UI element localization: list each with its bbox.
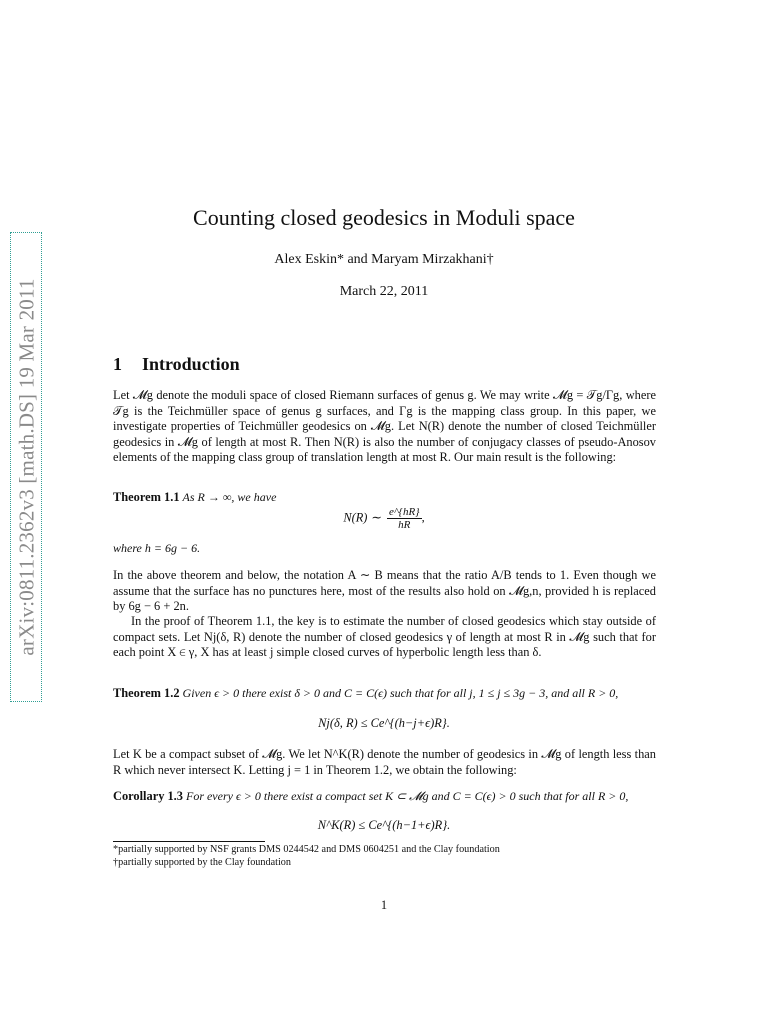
paragraph-3: In the proof of Theorem 1.1, the key is to estimate the number of closed geodesics which stay outside of compact sets. Let Nj(δ, R) denote the number of closed geodesics γ of length at most R in 𝓜g such that for each point X ∈ γ, X has at least j simple closed curves of hyperbolic length less than δ. <box>113 614 656 660</box>
page-number: 1 <box>380 898 388 912</box>
footnote-2: †partially supported by the Clay foundation <box>113 857 291 868</box>
section-number: 1 <box>113 354 122 374</box>
theorem-1-1 <box>113 490 656 506</box>
footnote-1: *partially supported by NSF grants DMS 0244542 and DMS 0604251 and the Clay foundation <box>113 844 500 855</box>
eq-numerator: e^{hR} <box>389 506 420 518</box>
arxiv-stamp-text: arXiv:0811.2362v3 [math.DS] 19 Mar 2011 <box>14 278 39 656</box>
corollary-1-3 <box>113 789 656 805</box>
theorem-1-1-where-text: where h = 6g − 6. <box>113 541 201 555</box>
paragraph-4: Let K be a compact subset of 𝓜g. We let N^K(R) denote the number of geodesics in 𝓜g of length less than R which never intersect K. Letting j = 1 in Theorem 1.2, we obtain the following: <box>113 747 656 777</box>
section-title: Introduction <box>142 354 240 374</box>
theorem-1-2 <box>113 686 656 702</box>
eq-denominator: hR <box>398 519 411 531</box>
corollary-1-3-label: Corollary 1.3 <box>113 789 183 803</box>
arxiv-stamp[interactable] <box>10 232 44 702</box>
paper-title: Counting closed geodesics in Moduli space <box>193 205 575 230</box>
theorem-1-1-where <box>113 541 656 557</box>
eq-fraction <box>387 506 422 531</box>
section-heading <box>113 354 240 375</box>
theorem-1-1-statement: As R → ∞, we have <box>182 490 277 504</box>
theorem-1-2-label: Theorem 1.2 <box>113 686 180 700</box>
corollary-1-3-statement: For every ϵ > 0 there exist a compact set K ⊂ 𝓜g and C = C(ϵ) > 0 such that for all R > 0, <box>185 789 629 803</box>
theorem-1-1-equation: N(R) ∼ $\frac{e\^{}\{hR\}}{hR}$ , <box>343 506 425 531</box>
footnote-rule <box>113 841 265 842</box>
theorem-1-2-equation: Nj(δ, R) ≤ Ce^{(h−j+ϵ)R}. <box>318 716 450 730</box>
paper-authors: Alex Eskin* and Maryam Mirzakhani† <box>274 252 494 267</box>
paper-date: March 22, 2011 <box>339 284 429 299</box>
theorem-1-1-label: Theorem 1.1 <box>113 490 180 504</box>
paragraph-2: In the above theorem and below, the notation A ∼ B means that the ratio A/B tends to 1. Even though we assume that the surface has no punctures here, most of the results also hold on 𝓜g,n, provided h is replaced by 6g − 6 + 2n. <box>113 568 656 614</box>
intro-paragraph: Let 𝓜g denote the moduli space of closed Riemann surfaces of genus g. We may write 𝓜g = 𝒯g/Γg, where 𝒯g is the Teichmüller space of genus g surfaces, and Γg is the mapping class group. In this paper, we investigate properties of Teichmüller geodesics on 𝓜g. Let N(R) denote the number of closed Teichmüller geodesics in 𝓜g of length at most R. Then N(R) is also the number of conjugacy classes of pseudo-Anosov elements of the mapping class group of translation length at most R. Our main result is the following: <box>113 388 656 465</box>
eq-lhs: N(R) ∼ <box>343 510 381 525</box>
theorem-1-2-statement: Given ϵ > 0 there exist δ > 0 and C = C(ϵ) such that for all j, 1 ≤ j ≤ 3g − 3, and all R > 0, <box>182 686 619 700</box>
corollary-1-3-equation: N^K(R) ≤ Ce^{(h−1+ϵ)R}. <box>317 818 451 832</box>
